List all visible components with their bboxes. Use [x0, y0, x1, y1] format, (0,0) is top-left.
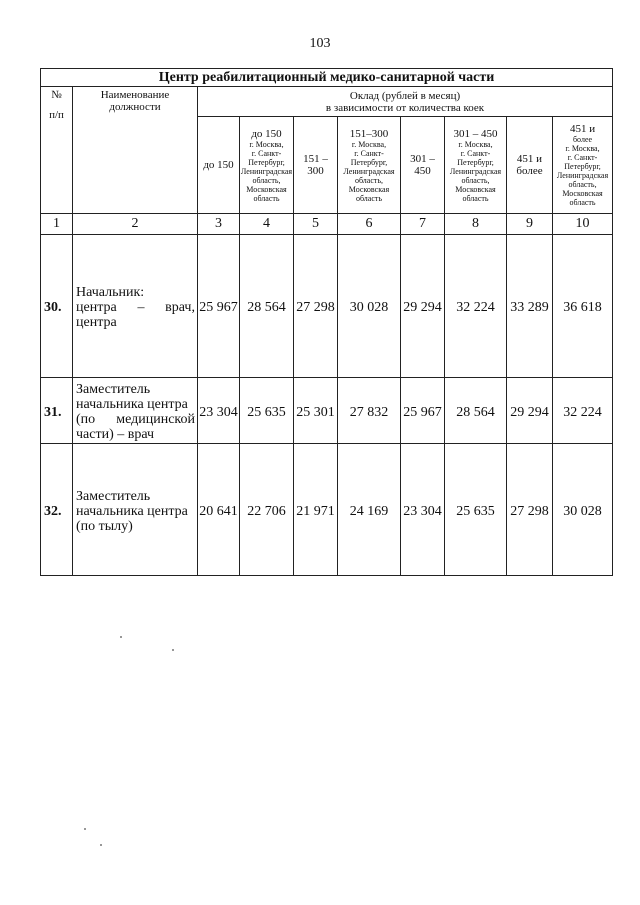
header-beds-range: 451 и более г. Москва, г. Санкт- Петербург, Ленинградская область, Московская область [553, 117, 613, 214]
column-number: 2 [73, 214, 198, 235]
column-number: 9 [507, 214, 553, 235]
header-beds-range: 151 – 300 [294, 117, 338, 214]
salary-value: 27 298 [507, 444, 553, 576]
header-beds-range: 451 и более [507, 117, 553, 214]
salary-value: 28 564 [240, 235, 294, 378]
header-beds-range: до 150 [198, 117, 240, 214]
salary-value: 33 289 [507, 235, 553, 378]
header-position-name: Наименование должности [73, 87, 198, 214]
salary-value: 25 301 [294, 378, 338, 444]
salary-value: 28 564 [445, 378, 507, 444]
table-title: Центр реабилитационный медико-санитарной части [41, 69, 613, 87]
column-number: 8 [445, 214, 507, 235]
salary-value: 23 304 [198, 378, 240, 444]
salary-value: 30 028 [553, 444, 613, 576]
scan-speck [84, 828, 86, 830]
salary-value: 25 635 [240, 378, 294, 444]
column-number: 1 [41, 214, 73, 235]
salary-value: 36 618 [553, 235, 613, 378]
position-name: Заместитель начальника центра (по медицинской части) – врач [73, 378, 198, 444]
position-name: Заместитель начальника центра (по тылу) [73, 444, 198, 576]
salary-value: 32 224 [445, 235, 507, 378]
salary-value: 23 304 [401, 444, 445, 576]
salary-value: 29 294 [401, 235, 445, 378]
table-row [41, 235, 613, 378]
salary-value: 27 832 [338, 378, 401, 444]
header-beds-range: 151–300 г. Москва, г. Санкт- Петербург, Ленинградская область, Московская область [338, 117, 401, 214]
salary-value: 32 224 [553, 378, 613, 444]
position-name: Начальник: центра – врач, центра [73, 235, 198, 378]
salary-value: 25 967 [401, 378, 445, 444]
header-beds-range: до 150 г. Москва, г. Санкт- Петербург, Ленинградская область, Московская область [240, 117, 294, 214]
header-beds-range: 301 – 450 г. Москва, г. Санкт- Петербург, Ленинградская область, Московская область [445, 117, 507, 214]
header-number: № п/п [41, 87, 73, 214]
salary-value: 30 028 [338, 235, 401, 378]
row-index: 32. [41, 444, 73, 576]
scan-speck [120, 636, 122, 638]
salary-value: 25 967 [198, 235, 240, 378]
header-salary: Оклад (рублей в месяц) в зависимости от количества коек [198, 87, 613, 117]
salary-value: 27 298 [294, 235, 338, 378]
column-number: 3 [198, 214, 240, 235]
column-number: 5 [294, 214, 338, 235]
page-number: 103 [309, 36, 331, 51]
column-number: 7 [401, 214, 445, 235]
scan-speck [172, 649, 174, 651]
column-number: 4 [240, 214, 294, 235]
column-number: 10 [553, 214, 613, 235]
salary-value: 25 635 [445, 444, 507, 576]
table-row [41, 378, 613, 444]
salary-value: 20 641 [198, 444, 240, 576]
scan-speck [100, 844, 102, 846]
header-beds-range: 301 – 450 [401, 117, 445, 214]
column-number: 6 [338, 214, 401, 235]
salary-value: 21 971 [294, 444, 338, 576]
salary-value: 22 706 [240, 444, 294, 576]
salary-value: 29 294 [507, 378, 553, 444]
table-row [41, 444, 613, 576]
salary-value: 24 169 [338, 444, 401, 576]
salary-table [40, 68, 613, 576]
row-index: 30. [41, 235, 73, 378]
row-index: 31. [41, 378, 73, 444]
